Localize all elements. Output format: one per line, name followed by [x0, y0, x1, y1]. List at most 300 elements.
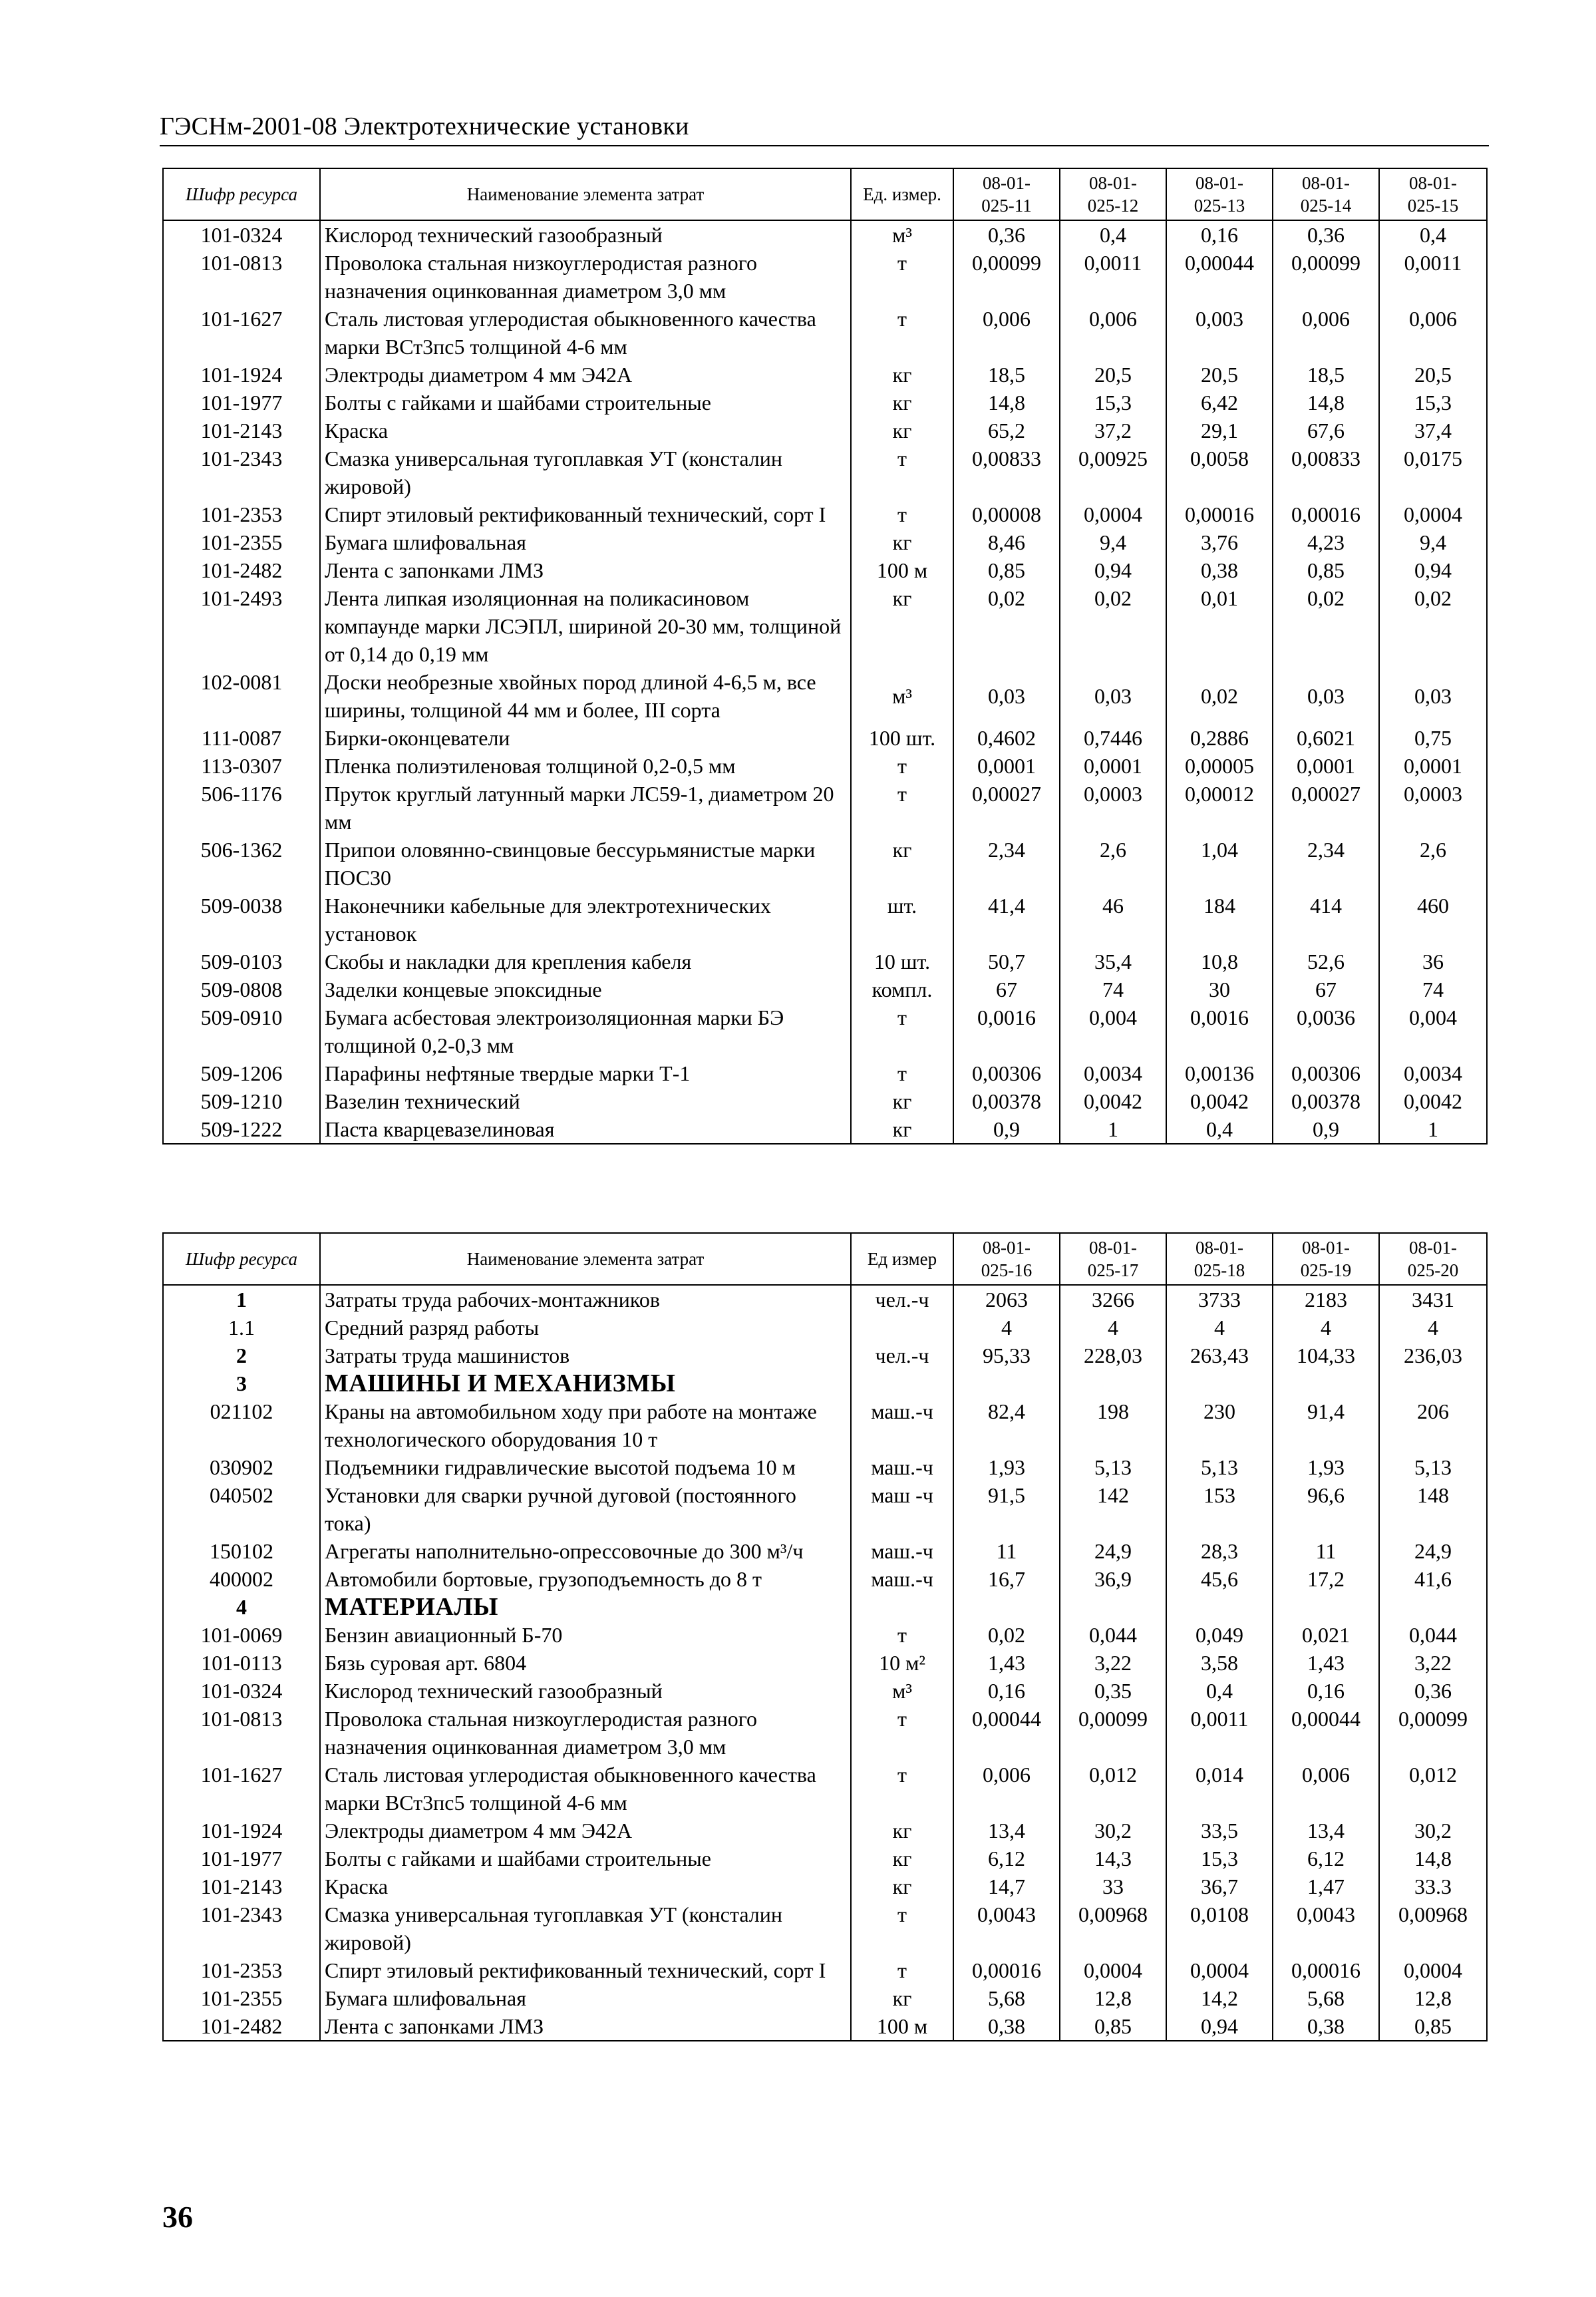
resource-code: 1.1	[163, 1314, 320, 1341]
resource-code: 4	[163, 1593, 320, 1621]
value-cell: 460	[1379, 892, 1487, 948]
header-col-3: 08-01- 025-18	[1166, 1233, 1273, 1285]
value-cell: 1,43	[1273, 1649, 1379, 1677]
value-cell: 16,7	[953, 1565, 1060, 1593]
resource-name: Краска	[320, 417, 851, 444]
value-cell	[1060, 1593, 1166, 1621]
value-cell: 11	[1273, 1537, 1379, 1565]
resource-code: 040502	[163, 1481, 320, 1537]
resource-name: Автомобили бортовые, грузоподъемность до 8 т	[320, 1565, 851, 1593]
unit-cell: т	[851, 1003, 953, 1059]
value-cell: 95,33	[953, 1341, 1060, 1369]
value-cell: 0,044	[1060, 1621, 1166, 1649]
table-header-row	[163, 168, 1487, 220]
table-row	[163, 668, 1487, 724]
table-body	[163, 220, 1487, 1144]
value-cell: 0,006	[1379, 305, 1487, 361]
value-cell: 15,3	[1060, 389, 1166, 417]
resource-code: 506-1362	[163, 836, 320, 892]
page-number: 36	[162, 2200, 193, 2234]
resource-code: 101-0069	[163, 1621, 320, 1649]
value-cell: 4	[1273, 1314, 1379, 1341]
value-cell: 0,00136	[1166, 1059, 1273, 1087]
value-cell: 1,43	[953, 1649, 1060, 1677]
value-cell: 0,006	[1273, 1761, 1379, 1817]
value-cell: 0,0003	[1379, 780, 1487, 836]
value-cell: 15,3	[1166, 1845, 1273, 1872]
resource-code: 101-1924	[163, 1817, 320, 1845]
header-name: Наименование элемента затрат	[320, 1233, 851, 1285]
resource-name: Смазка универсальная тугоплавкая УТ (консталин жировой)	[320, 1900, 851, 1956]
value-cell: 0,38	[1166, 556, 1273, 584]
value-cell: 0,0001	[953, 752, 1060, 780]
value-cell: 3266	[1060, 1285, 1166, 1314]
value-cell: 14,8	[953, 389, 1060, 417]
table-row	[163, 724, 1487, 752]
resource-code: 101-2482	[163, 556, 320, 584]
unit-cell	[851, 1314, 953, 1341]
table-row	[163, 780, 1487, 836]
section-row	[163, 1593, 1487, 1621]
resource-name: Бирки-оконцеватели	[320, 724, 851, 752]
value-cell: 0,35	[1060, 1677, 1166, 1705]
resource-code: 101-0813	[163, 249, 320, 305]
value-cell: 0,00016	[1166, 500, 1273, 528]
resource-name: Скобы и накладки для крепления кабеля	[320, 948, 851, 975]
value-cell: 3431	[1379, 1285, 1487, 1314]
resource-name: МАШИНЫ И МЕХАНИЗМЫ	[320, 1369, 851, 1397]
unit-cell: маш.-ч	[851, 1537, 953, 1565]
resource-name: Паста кварцевазелиновая	[320, 1115, 851, 1144]
value-cell: 0,006	[953, 1761, 1060, 1817]
resource-code: 111-0087	[163, 724, 320, 752]
resource-name: Средний разряд работы	[320, 1314, 851, 1341]
value-cell: 33.3	[1379, 1872, 1487, 1900]
resource-name: Заделки концевые эпоксидные	[320, 975, 851, 1003]
value-cell: 0,0042	[1166, 1087, 1273, 1115]
table-row	[163, 1984, 1487, 2012]
value-cell: 0,94	[1166, 2012, 1273, 2041]
value-cell: 6,12	[953, 1845, 1060, 1872]
resource-code: 101-1627	[163, 305, 320, 361]
value-cell: 0,4602	[953, 724, 1060, 752]
resource-code: 101-2343	[163, 444, 320, 500]
table-row	[163, 1705, 1487, 1761]
value-cell: 0,0034	[1060, 1059, 1166, 1087]
value-cell: 0,0001	[1273, 752, 1379, 780]
value-cell: 5,68	[1273, 1984, 1379, 2012]
resource-code: 101-2355	[163, 528, 320, 556]
value-cell: 0,4	[1060, 220, 1166, 249]
value-cell: 0,00012	[1166, 780, 1273, 836]
value-cell: 1,04	[1166, 836, 1273, 892]
value-cell: 91,5	[953, 1481, 1060, 1537]
value-cell: 8,46	[953, 528, 1060, 556]
value-cell: 0,85	[1273, 556, 1379, 584]
title-divider	[160, 145, 1489, 146]
value-cell: 0,006	[953, 305, 1060, 361]
value-cell: 12,8	[1060, 1984, 1166, 2012]
unit-cell: кг	[851, 1845, 953, 1872]
value-cell: 52,6	[1273, 948, 1379, 975]
value-cell: 0,0011	[1379, 249, 1487, 305]
unit-cell: т	[851, 1956, 953, 1984]
value-cell: 46	[1060, 892, 1166, 948]
table-row	[163, 528, 1487, 556]
value-cell: 20,5	[1379, 361, 1487, 389]
value-cell: 0,01	[1166, 584, 1273, 668]
value-cell: 0,0016	[1166, 1003, 1273, 1059]
value-cell: 13,4	[1273, 1817, 1379, 1845]
value-cell: 30,2	[1060, 1817, 1166, 1845]
value-cell: 0,7446	[1060, 724, 1166, 752]
value-cell: 0,03	[1273, 668, 1379, 724]
value-cell: 0,006	[1060, 305, 1166, 361]
header-col-2: 08-01- 025-12	[1060, 168, 1166, 220]
resource-name: Пруток круглый латунный марки ЛС59-1, диаметром 20 мм	[320, 780, 851, 836]
value-cell: 33	[1060, 1872, 1166, 1900]
unit-cell: т	[851, 249, 953, 305]
value-cell: 0,00016	[1273, 1956, 1379, 1984]
resource-code: 2	[163, 1341, 320, 1369]
unit-cell: кг	[851, 1872, 953, 1900]
value-cell: 0,9	[953, 1115, 1060, 1144]
resource-name: Парафины нефтяные твердые марки Т-1	[320, 1059, 851, 1087]
value-cell: 30	[1166, 975, 1273, 1003]
value-cell: 0,012	[1379, 1761, 1487, 1817]
value-cell: 0,044	[1379, 1621, 1487, 1649]
value-cell: 0,0042	[1379, 1087, 1487, 1115]
resource-code: 509-1210	[163, 1087, 320, 1115]
header-unit: Ед измер	[851, 1233, 953, 1285]
value-cell: 0,38	[1273, 2012, 1379, 2041]
resource-name: Вазелин технический	[320, 1087, 851, 1115]
unit-cell: т	[851, 1900, 953, 1956]
value-cell: 0,38	[953, 2012, 1060, 2041]
value-cell: 6,12	[1273, 1845, 1379, 1872]
value-cell: 0,94	[1379, 556, 1487, 584]
value-cell: 0,75	[1379, 724, 1487, 752]
value-cell: 3,58	[1166, 1649, 1273, 1677]
value-cell: 1,47	[1273, 1872, 1379, 1900]
value-cell: 0,0036	[1273, 1003, 1379, 1059]
value-cell: 0,0175	[1379, 444, 1487, 500]
value-cell: 41,6	[1379, 1565, 1487, 1593]
value-cell: 67	[1273, 975, 1379, 1003]
resource-name: Припои оловянно-свинцовые бессурьмянистые марки ПОС30	[320, 836, 851, 892]
value-cell: 96,6	[1273, 1481, 1379, 1537]
resource-name: Спирт этиловый ректификованный технический, сорт I	[320, 1956, 851, 1984]
value-cell: 0,0108	[1166, 1900, 1273, 1956]
value-cell: 67	[953, 975, 1060, 1003]
resource-code: 506-1176	[163, 780, 320, 836]
value-cell: 35,4	[1060, 948, 1166, 975]
resource-name: Затраты труда рабочих-монтажников	[320, 1285, 851, 1314]
header-code: Шифр ресурса	[163, 168, 320, 220]
value-cell: 0,00027	[953, 780, 1060, 836]
value-cell: 11	[953, 1537, 1060, 1565]
resource-name: Проволока стальная низкоуглеродистая разного назначения оцинкованная диаметром 3,0 мм	[320, 249, 851, 305]
resource-name: Бумага асбестовая электроизоляционная марки БЭ толщиной 0,2-0,3 мм	[320, 1003, 851, 1059]
resource-name: Подъемники гидравлические высотой подъема 10 м	[320, 1453, 851, 1481]
header-unit: Ед. измер.	[851, 168, 953, 220]
value-cell: 0,0042	[1060, 1087, 1166, 1115]
resource-name: Сталь листовая углеродистая обыкновенного качества марки ВСт3пс5 толщиной 4-6 мм	[320, 305, 851, 361]
value-cell: 236,03	[1379, 1341, 1487, 1369]
resource-code: 101-1924	[163, 361, 320, 389]
value-cell: 228,03	[1060, 1341, 1166, 1369]
value-cell: 24,9	[1379, 1537, 1487, 1565]
value-cell: 0,0011	[1060, 249, 1166, 305]
resource-name: Болты с гайками и шайбами строительные	[320, 389, 851, 417]
resource-name: Краны на автомобильном ходу при работе на монтаже технологического оборудования 10 т	[320, 1397, 851, 1453]
value-cell: 0,00044	[1166, 249, 1273, 305]
value-cell: 65,2	[953, 417, 1060, 444]
value-cell	[953, 1369, 1060, 1397]
resource-code: 101-2482	[163, 2012, 320, 2041]
value-cell: 91,4	[1273, 1397, 1379, 1453]
unit-cell: 100 м	[851, 556, 953, 584]
value-cell: 74	[1379, 975, 1487, 1003]
resource-code: 021102	[163, 1397, 320, 1453]
value-cell: 4	[953, 1314, 1060, 1341]
value-cell: 20,5	[1166, 361, 1273, 389]
value-cell: 0,021	[1273, 1621, 1379, 1649]
value-cell: 14,8	[1379, 1845, 1487, 1872]
value-cell: 0,0043	[1273, 1900, 1379, 1956]
header-col-5: 08-01- 025-20	[1379, 1233, 1487, 1285]
resource-name: Лента с запонками ЛМЗ	[320, 2012, 851, 2041]
value-cell: 0,0004	[1379, 500, 1487, 528]
header-col-4: 08-01- 025-19	[1273, 1233, 1379, 1285]
table-row	[163, 584, 1487, 668]
value-cell: 2,34	[953, 836, 1060, 892]
value-cell: 14,3	[1060, 1845, 1166, 1872]
value-cell: 0,94	[1060, 556, 1166, 584]
value-cell: 104,33	[1273, 1341, 1379, 1369]
value-cell: 0,85	[1060, 2012, 1166, 2041]
value-cell: 12,8	[1379, 1984, 1487, 2012]
value-cell: 0,4	[1379, 220, 1487, 249]
table-row	[163, 1872, 1487, 1900]
table-row	[163, 836, 1487, 892]
unit-cell: чел.-ч	[851, 1341, 953, 1369]
value-cell: 2,6	[1379, 836, 1487, 892]
value-cell: 14,2	[1166, 1984, 1273, 2012]
resource-name: Кислород технический газообразный	[320, 220, 851, 249]
table-row	[163, 1115, 1487, 1144]
value-cell: 0,003	[1166, 305, 1273, 361]
value-cell: 0,0043	[953, 1900, 1060, 1956]
value-cell: 5,13	[1379, 1453, 1487, 1481]
resource-code: 113-0307	[163, 752, 320, 780]
value-cell: 0,00833	[953, 444, 1060, 500]
value-cell: 2,34	[1273, 836, 1379, 892]
value-cell: 0,004	[1060, 1003, 1166, 1059]
resource-code: 509-1206	[163, 1059, 320, 1087]
unit-cell: шт.	[851, 892, 953, 948]
value-cell: 0,00099	[953, 249, 1060, 305]
value-cell: 6,42	[1166, 389, 1273, 417]
value-cell	[1166, 1369, 1273, 1397]
header-col-4: 08-01- 025-14	[1273, 168, 1379, 220]
value-cell: 0,00306	[1273, 1059, 1379, 1087]
unit-cell: кг	[851, 417, 953, 444]
table-row	[163, 305, 1487, 361]
value-cell: 0,00044	[953, 1705, 1060, 1761]
value-cell: 0,03	[1379, 668, 1487, 724]
value-cell: 0,0004	[1060, 1956, 1166, 1984]
table-row	[163, 975, 1487, 1003]
resource-code: 509-0103	[163, 948, 320, 975]
section-row	[163, 1369, 1487, 1397]
value-cell: 0,00044	[1273, 1705, 1379, 1761]
header-code: Шифр ресурса	[163, 1233, 320, 1285]
resource-code: 101-1627	[163, 1761, 320, 1817]
resource-code: 101-2343	[163, 1900, 320, 1956]
unit-cell: м³	[851, 668, 953, 724]
value-cell: 0,0058	[1166, 444, 1273, 500]
resource-name: Электроды диаметром 4 мм Э42А	[320, 361, 851, 389]
resource-code: 030902	[163, 1453, 320, 1481]
value-cell: 0,02	[1379, 584, 1487, 668]
value-cell: 3,22	[1060, 1649, 1166, 1677]
resource-code: 400002	[163, 1565, 320, 1593]
value-cell: 148	[1379, 1481, 1487, 1537]
resource-name: Лента с запонками ЛМЗ	[320, 556, 851, 584]
resource-code: 101-2355	[163, 1984, 320, 2012]
unit-cell: т	[851, 444, 953, 500]
value-cell: 0,02	[1060, 584, 1166, 668]
resource-name: Пленка полиэтиленовая толщиной 0,2-0,5 мм	[320, 752, 851, 780]
resource-code: 101-0324	[163, 220, 320, 249]
table-row	[163, 1817, 1487, 1845]
resource-code: 150102	[163, 1537, 320, 1565]
value-cell: 0,02	[953, 584, 1060, 668]
value-cell: 33,5	[1166, 1817, 1273, 1845]
resource-code: 101-1977	[163, 389, 320, 417]
value-cell: 153	[1166, 1481, 1273, 1537]
value-cell: 14,7	[953, 1872, 1060, 1900]
value-cell: 0,00099	[1273, 249, 1379, 305]
value-cell: 0,00378	[953, 1087, 1060, 1115]
value-cell: 2063	[953, 1285, 1060, 1314]
resource-code: 509-0038	[163, 892, 320, 948]
value-cell: 2183	[1273, 1285, 1379, 1314]
value-cell: 0,00008	[953, 500, 1060, 528]
table-row	[163, 1341, 1487, 1369]
value-cell: 18,5	[1273, 361, 1379, 389]
value-cell: 36	[1379, 948, 1487, 975]
resource-name: МАТЕРИАЛЫ	[320, 1593, 851, 1621]
value-cell: 9,4	[1060, 528, 1166, 556]
resource-name: Смазка универсальная тугоплавкая УТ (консталин жировой)	[320, 444, 851, 500]
value-cell: 67,6	[1273, 417, 1379, 444]
value-cell: 4	[1166, 1314, 1273, 1341]
table-row	[163, 892, 1487, 948]
value-cell: 0,006	[1273, 305, 1379, 361]
value-cell: 0,0011	[1166, 1705, 1273, 1761]
resource-name: Электроды диаметром 4 мм Э42А	[320, 1817, 851, 1845]
table-row	[163, 389, 1487, 417]
value-cell: 0,0004	[1379, 1956, 1487, 1984]
resource-code: 509-0910	[163, 1003, 320, 1059]
resource-table-1	[162, 168, 1488, 1145]
unit-cell	[851, 1369, 953, 1397]
unit-cell	[851, 1593, 953, 1621]
value-cell: 0,03	[953, 668, 1060, 724]
table-row	[163, 1900, 1487, 1956]
table-row	[163, 1087, 1487, 1115]
value-cell: 0,00005	[1166, 752, 1273, 780]
value-cell: 3,22	[1379, 1649, 1487, 1677]
value-cell: 0,00378	[1273, 1087, 1379, 1115]
value-cell: 206	[1379, 1397, 1487, 1453]
table-row	[163, 249, 1487, 305]
unit-cell: маш -ч	[851, 1481, 953, 1537]
header-col-5: 08-01- 025-15	[1379, 168, 1487, 220]
value-cell: 45,6	[1166, 1565, 1273, 1593]
table-row	[163, 752, 1487, 780]
value-cell: 0,0003	[1060, 780, 1166, 836]
value-cell: 4,23	[1273, 528, 1379, 556]
resource-name: Установки для сварки ручной дуговой (постоянного тока)	[320, 1481, 851, 1537]
resource-code: 509-0808	[163, 975, 320, 1003]
resource-code: 101-2353	[163, 500, 320, 528]
table-row	[163, 417, 1487, 444]
value-cell: 1,93	[953, 1453, 1060, 1481]
table-row	[163, 1003, 1487, 1059]
value-cell: 36,7	[1166, 1872, 1273, 1900]
value-cell: 1	[1379, 1115, 1487, 1144]
value-cell: 198	[1060, 1397, 1166, 1453]
value-cell: 3,76	[1166, 528, 1273, 556]
value-cell: 18,5	[953, 361, 1060, 389]
unit-cell: 10 м²	[851, 1649, 953, 1677]
value-cell: 17,2	[1273, 1565, 1379, 1593]
value-cell: 0,16	[1273, 1677, 1379, 1705]
value-cell: 0,0001	[1379, 752, 1487, 780]
header-name: Наименование элемента затрат	[320, 168, 851, 220]
unit-cell: кг	[851, 584, 953, 668]
resource-code: 102-0081	[163, 668, 320, 724]
unit-cell: кг	[851, 528, 953, 556]
value-cell: 0,36	[1273, 220, 1379, 249]
header-col-1: 08-01- 025-11	[953, 168, 1060, 220]
value-cell: 0,00016	[953, 1956, 1060, 1984]
unit-cell: кг	[851, 1984, 953, 2012]
resource-name: Бумага шлифовальная	[320, 528, 851, 556]
page-title: ГЭСНм-2001-08 Электротехнические установки	[160, 112, 689, 140]
value-cell: 0,03	[1060, 668, 1166, 724]
value-cell: 37,4	[1379, 417, 1487, 444]
resource-code: 101-0113	[163, 1649, 320, 1677]
unit-cell: кг	[851, 1087, 953, 1115]
table-row	[163, 2012, 1487, 2041]
value-cell: 0,9	[1273, 1115, 1379, 1144]
value-cell: 0,00016	[1273, 500, 1379, 528]
value-cell: 0,00099	[1379, 1705, 1487, 1761]
resource-name: Бязь суровая арт. 6804	[320, 1649, 851, 1677]
value-cell: 0,00833	[1273, 444, 1379, 500]
unit-cell: кг	[851, 836, 953, 892]
resource-code: 1	[163, 1285, 320, 1314]
value-cell: 0,02	[953, 1621, 1060, 1649]
resource-code: 509-1222	[163, 1115, 320, 1144]
value-cell: 0,0004	[1060, 500, 1166, 528]
value-cell	[1273, 1369, 1379, 1397]
value-cell	[1273, 1593, 1379, 1621]
